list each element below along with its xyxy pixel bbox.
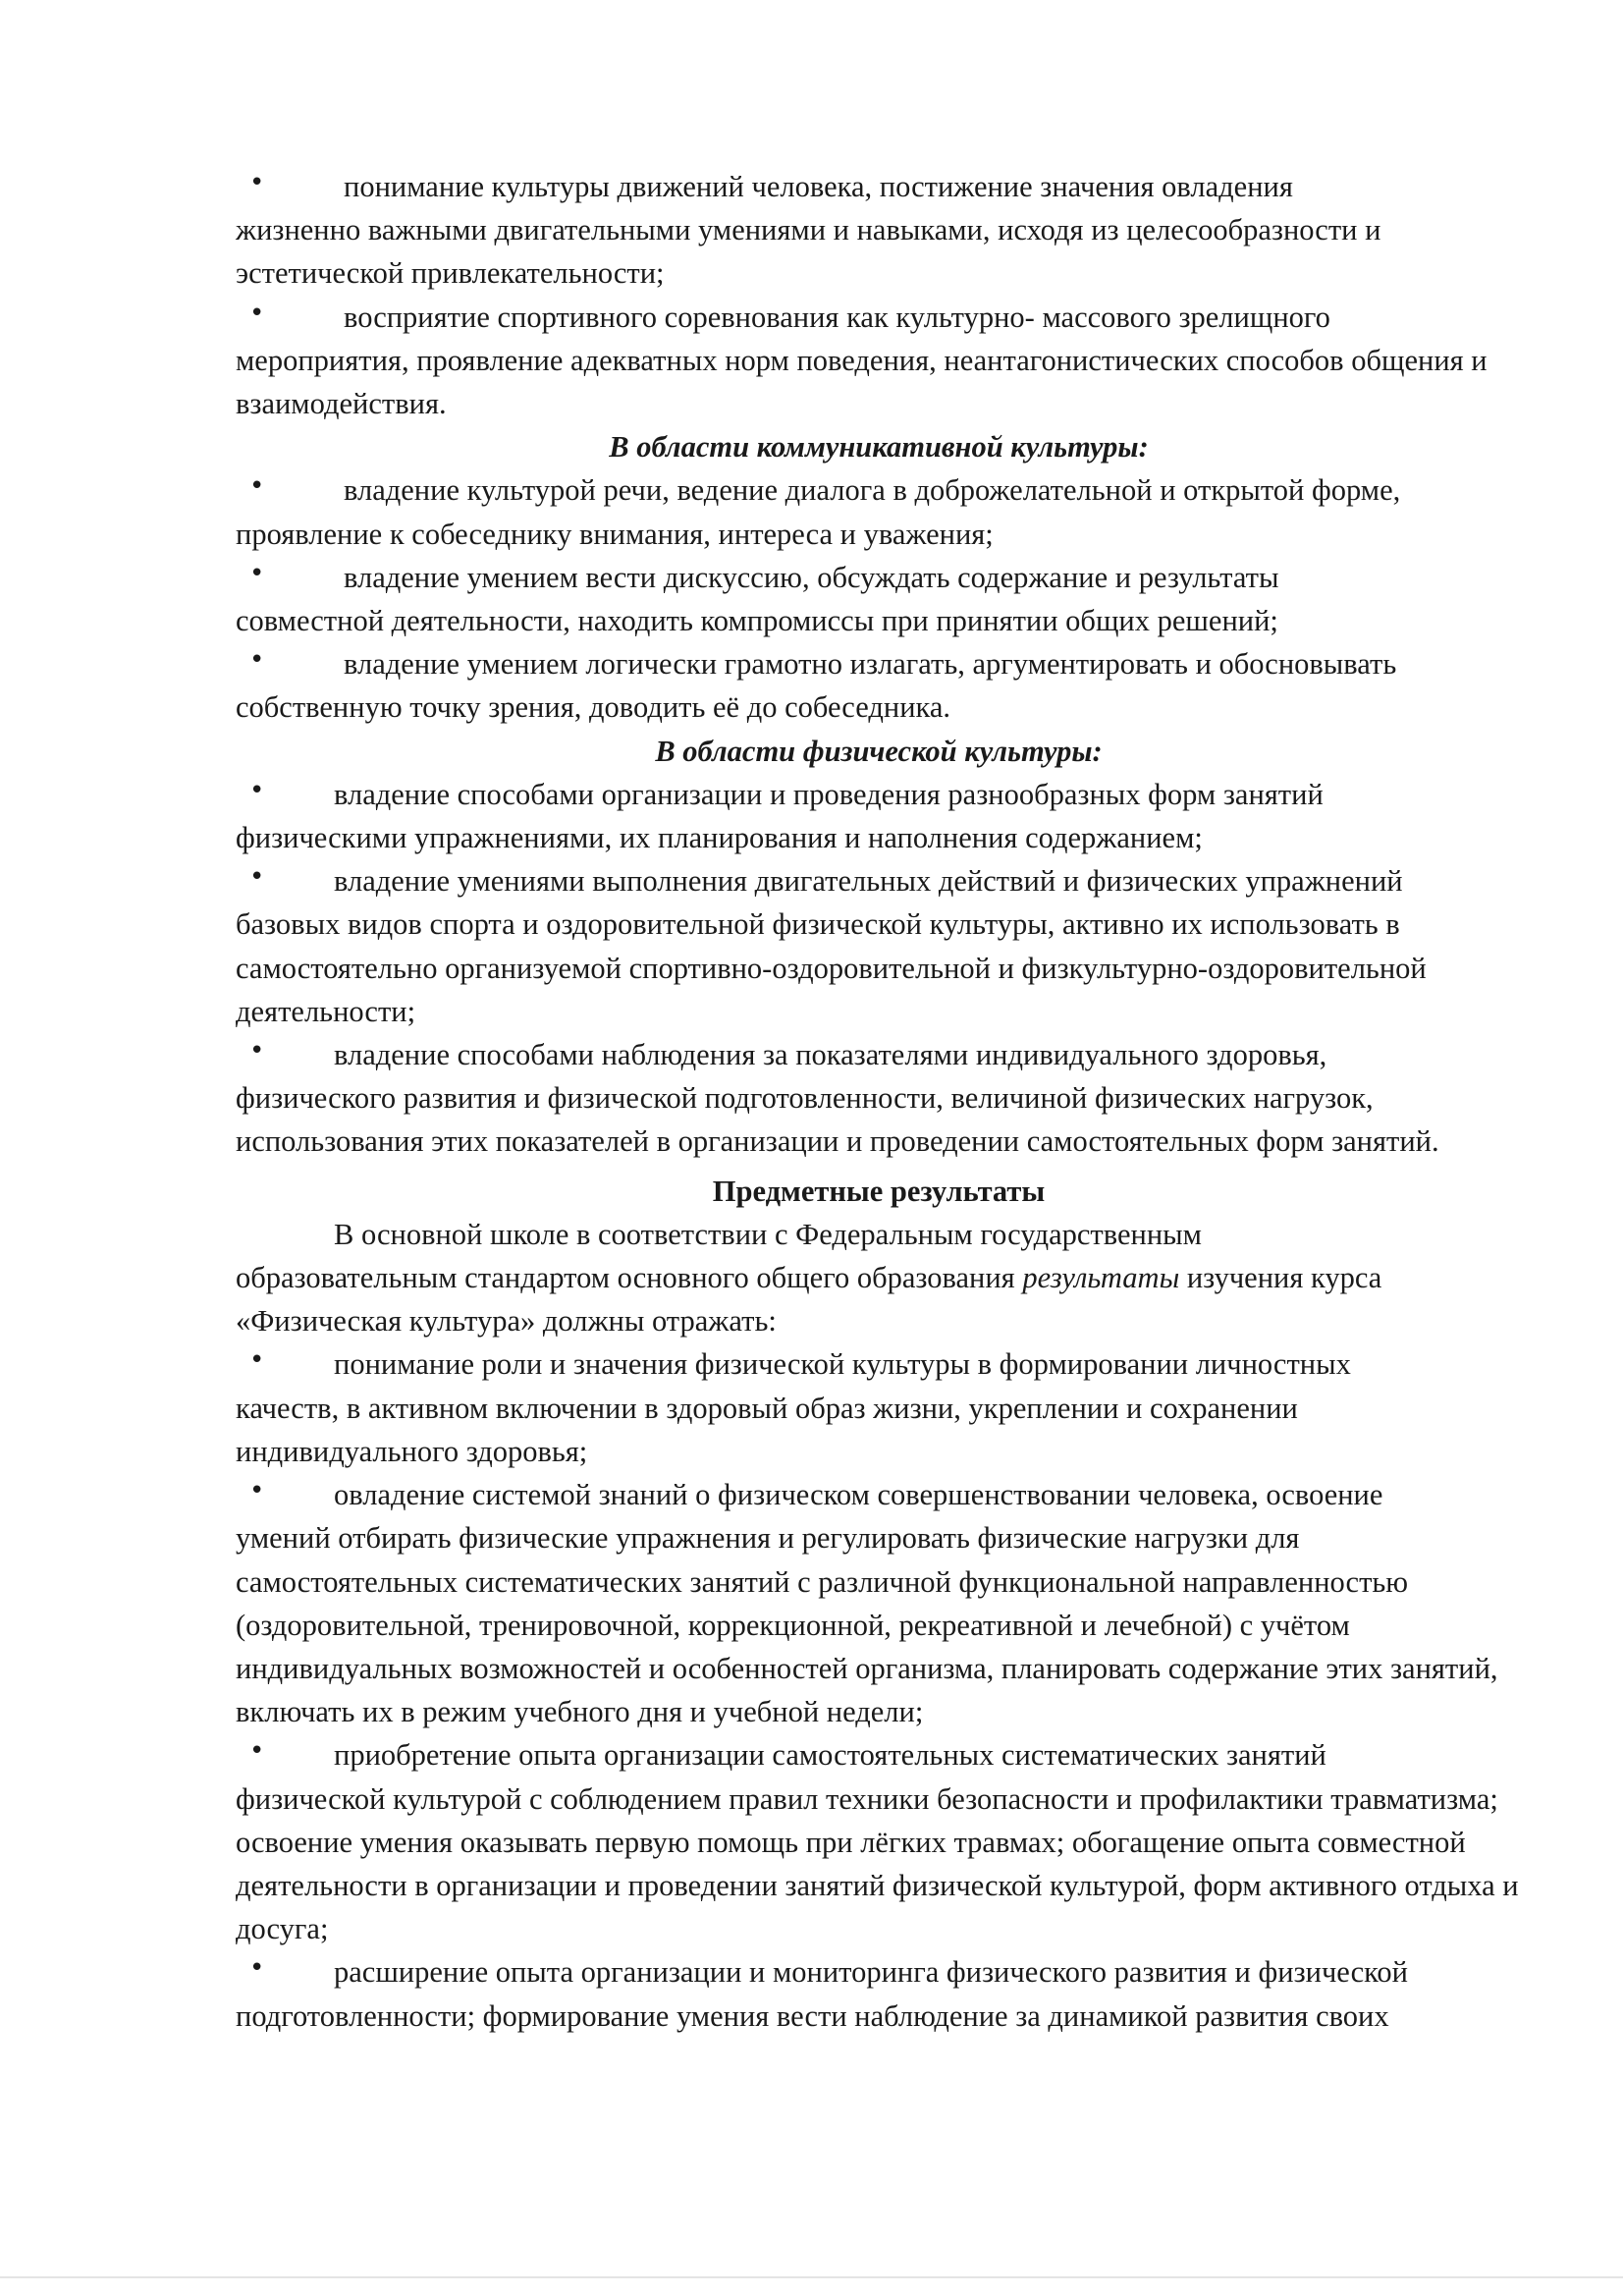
list-item xyxy=(236,773,1522,859)
list-item-text: подготовленности; формирование умения вести наблюдение за динамикой развития своих xyxy=(236,1998,1389,2033)
list-item-text: собственную точку зрения, доводить её до собеседника. xyxy=(236,690,951,725)
list-item-text: базовых видов спорта и оздоровительной физической культуры, активно их использовать в самостоятельно организуемой спортивно-оздоровительной и физкультурно-оздоровительной деятельности; xyxy=(236,907,1427,1028)
list-item-text: качеств, в активном включении в здоровый образ жизни, укреплении и сохранении индивидуального здоровья; xyxy=(236,1391,1298,1468)
list-item-first-line: владение умением логически грамотно излагать, аргументировать и обосновывать xyxy=(344,647,1397,682)
scan-edge-line xyxy=(0,2276,1623,2278)
paragraph-text-end: изучения курса «Физическая культура» должны отражать: xyxy=(236,1261,1382,1339)
list-item xyxy=(236,642,1522,729)
list-item xyxy=(236,556,1522,642)
bullet-icon: • xyxy=(249,645,265,676)
section-heading-communicative: В области коммуникативной культуры: xyxy=(609,430,1149,465)
list-item xyxy=(236,165,1522,296)
bullet-icon: • xyxy=(249,298,265,328)
list-item xyxy=(236,859,1522,1033)
list-item-first-line: восприятие спортивного соревнования как культурно- массового зрелищного xyxy=(344,300,1330,334)
list-item xyxy=(236,1033,1522,1164)
list-item-first-line: понимание роли и значения физической культуры в формировании личностных xyxy=(334,1347,1351,1382)
section-heading-subject-results: Предметные результаты xyxy=(712,1174,1046,1208)
bullet-icon: • xyxy=(249,558,265,588)
bullet-icon: • xyxy=(249,168,265,197)
list-item-text: физической культурой с соблюдением правил техники безопасности и профилактики травматизма; освоение умения оказывать первую помощь при лёгких травмах; обогащение опыта совместной деятельности в организации и проведении занятий физической культурой, форм активного отдыха и досуга; xyxy=(236,1781,1519,1946)
list-item-text: совместной деятельности, находить компромиссы при принятии общих решений; xyxy=(236,604,1278,638)
list-item-first-line: овладение системой знаний о физическом совершенствовании человека, освоение xyxy=(334,1478,1383,1512)
bullet-icon: • xyxy=(249,471,265,502)
list-item-first-line: понимание культуры движений человека, постижение значения овладения xyxy=(344,170,1293,203)
list-item-first-line: владение умением вести дискуссию, обсуждать содержание и результаты xyxy=(344,560,1279,594)
bullet-icon: • xyxy=(249,1345,265,1376)
list-item-text: умений отбирать физические упражнения и регулировать физические нагрузки для самостоятельных систематических занятий с различной функциональной направленностью (оздоровительной, тренировочной, коррекционной, рекреативной и лечебной) с учётом индивидуальных возможностей и особенностей организма, планировать содержание этих занятий, включать их в режим учебного дня и учебной недели; xyxy=(236,1521,1498,1729)
list-item-text: физическими упражнениями, их планирования и наполнения содержанием; xyxy=(236,821,1203,855)
bullet-icon: • xyxy=(249,862,265,893)
list-item-first-line: владение способами наблюдения за показателями индивидуального здоровья, xyxy=(334,1038,1327,1072)
list-item-text: жизненно важными двигательными умениями и навыками, исходя из целесообразности и эстетической привлекательности; xyxy=(236,213,1381,291)
paragraph-first-line: В основной школе в соответствии с Федеральным государственным xyxy=(334,1217,1202,1251)
list-item xyxy=(236,1733,1522,1950)
bullet-icon: • xyxy=(249,1953,265,1984)
list-item xyxy=(236,1342,1522,1473)
list-item xyxy=(236,1473,1522,1733)
bullet-icon: • xyxy=(249,1736,265,1767)
list-item xyxy=(236,296,1522,426)
list-item-text: мероприятия, проявление адекватных норм поведения, неантагонистических способов общения и взаимодействия. xyxy=(236,343,1488,421)
list-item-first-line: владение способами организации и проведения разнообразных форм занятий xyxy=(334,777,1324,811)
paragraph-text: образовательным стандартом основного общего образования xyxy=(236,1261,1023,1295)
bullet-icon: • xyxy=(249,1036,265,1066)
list-item xyxy=(236,468,1522,555)
bullet-icon: • xyxy=(249,775,265,805)
document-page xyxy=(236,165,1522,2038)
list-item-text: проявление к собеседнику внимания, интереса и уважения; xyxy=(236,517,994,551)
bullet-icon: • xyxy=(249,1476,265,1506)
list-item-first-line: расширение опыта организации и мониторинга физического развития и физической xyxy=(334,1955,1408,1990)
list-item-first-line: владение умениями выполнения двигательных действий и физических упражнений xyxy=(334,864,1403,899)
section-heading-physical: В области физической культуры: xyxy=(655,734,1103,768)
list-item-first-line: владение культурой речи, ведение диалога в доброжелательной и открытой форме, xyxy=(344,473,1401,508)
intro-paragraph xyxy=(236,1213,1522,1343)
paragraph-emphasis: результаты xyxy=(1022,1261,1180,1295)
list-item-first-line: приобретение опыта организации самостоятельных систематических занятий xyxy=(334,1738,1326,1773)
list-item xyxy=(236,1950,1522,2037)
list-item-text: физического развития и физической подготовленности, величиной физических нагрузок, использования этих показателей в организации и проведении самостоятельных форм занятий. xyxy=(236,1081,1439,1159)
